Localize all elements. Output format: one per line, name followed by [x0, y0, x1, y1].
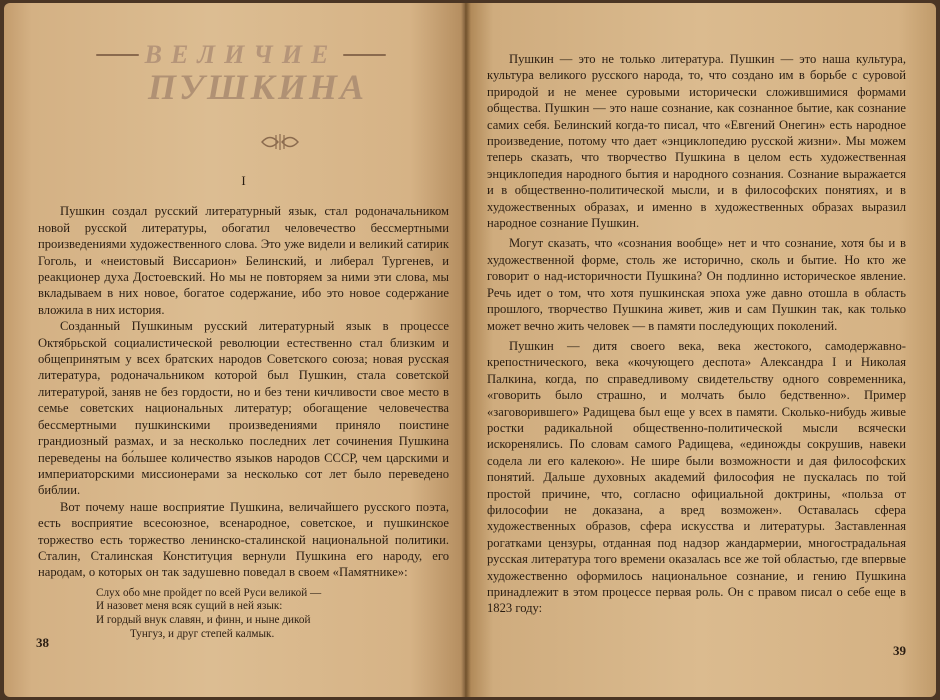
right-page	[465, 3, 936, 697]
verse-line: Тунгуз, и друг степей калмык.	[130, 627, 275, 640]
right-flourish	[343, 54, 386, 56]
page-number: 39	[893, 642, 906, 658]
lyre-ornament-icon	[260, 131, 300, 155]
paragraph: Пушкин — это не только литература. Пушкин — это наша культура, культура великого русского народа, то, что создано им в борьбе с суровой природой и не менее суровыми исторически сложившимися формами общества. Пушкин — это наше сознание, как сознанное бытие, как сознание самих себя. Белинский когда-то писал, что «Евгений Онегин» есть народное произведение, потому что дает «энциклопедию русской жизни». Мы можем теперь сказать, что творчество Пушкина в целом есть художественная энциклопедия народного бытия и народного сознания. Сознание выражается и в общественно-политической мысли, и в философских понятиях, и в художественных образах, и именно в художественных образах выразил народное сознание Пушкин.	[487, 52, 906, 231]
book-spread	[4, 3, 936, 697]
poem-quote	[96, 587, 449, 641]
paragraph: Пушкин создал русский литературный язык, стал родоначальником новой русской литературы, обогатил человечество бессмертными произведениями художественного слова. Это уже видели и великий сатирик Гоголь, и «неистовый Виссарион» Белинский, и либерал Тургенев, и реакционер духа Достоевский. Но мы не повторяем за ними эти слова, мы вкладываем в них новое, богатое содержание, ибо это новое содержание вложила в них история.	[38, 204, 449, 317]
lyre-icon	[260, 131, 300, 153]
verse-line: И назовет меня всяк сущий в ней язык:	[96, 600, 283, 613]
left-flourish	[96, 54, 139, 56]
book-gutter	[461, 3, 471, 697]
chapter-heading	[38, 40, 449, 157]
verse-line: Слух обо мне пройдет по всей Руси великой —	[96, 586, 322, 599]
verse-line: И гордый внук славян, и финн, и ныне дикой	[96, 613, 311, 626]
paragraph: Пушкин — дитя своего века, века жестокого, самодержавно-крепостнического, века «кочующего деспота» Александра I и Николая Палкина, когда, по справедливому свидетельству одного современника, «говорить было страшно, и молчать было бедственно». Пример «заговорившего» Радищева был еще у всех в памяти. Сколько-нибудь живые ростки радикальной общественно-политической мысли всячески искоренялись. По словам самого Радищева, «единожды сокрушив, навеки содела ли его калекою». Не шире были возможности и дая философских понятий. Дальше духовных академий философия не пускалась по той простой причине, что, согласно официальной доктрины, «польза от философии не доказана, а вред возможен». Оставалась сфера художественных образов, сфера искусства и литературы. Заставленная рогатками цензуры, отданная под надзор жандармерии, многострадальная русская литература того времени оказалась все же той областью, где впервые художественно оформилось национальное сознание, и гению Пушкина принадлежит в этом процессе первая роль. Он с правом писал о себе еще в 1823 году:	[487, 338, 906, 616]
chapter-number: I	[241, 173, 246, 188]
title-ornament-row	[96, 40, 386, 69]
paragraph: Созданный Пушкиным русский литературный язык в процессе Октябрьской социалистической революции естественно стал близким и общепринятым у всех братских народов Советского союза; новая русская литература, родоначальником которой был Пушкин, стала советской литературой, заняв не без гордости, но и без тени кичливости свое место в семье советских национальных литератур; обогащение человечества бессмертными пушкинскими произведениями приняло поистине грандиозный размах, и за несколько последних лет сочинения Пушкина переведены на бо́льшее количество языков народов СССР, чем царскими и империаторскими миссионерами за несколько сот лет было переведено библии.	[38, 319, 449, 498]
paragraph: Вот почему наше восприятие Пушкина, величайшего русского поэта, есть восприятие всесоюзное, всенародное, советское, и пушкинское торжество есть торжество ленинско-сталинской национальной политики. Сталин, Сталинская Конституция вернули Пушкина его народу, его народам, о которых он так задушевно поведал в своем «Памятнике»:	[38, 499, 449, 580]
title-small: ВЕЛИЧИЕ	[144, 40, 338, 69]
title-big: ПУШКИНА	[148, 67, 368, 107]
paragraph: Могут сказать, что «сознания вообще» нет и что сознание, хотя бы и в художественной форме, столь же исторично, сколь и бытие. Но кто же говорит о над-историчности Пушкина? Он подлинно историческое явление. Речь идет о том, что хотя пушкинская эпоха уже давно отошла в область прошлого, творчество Пушкина живет, жив и сам Пушкин так, как только может вечно жить человек — в памяти последующих поколений.	[487, 236, 906, 333]
page-number: 38	[36, 634, 49, 650]
left-page	[4, 3, 465, 697]
